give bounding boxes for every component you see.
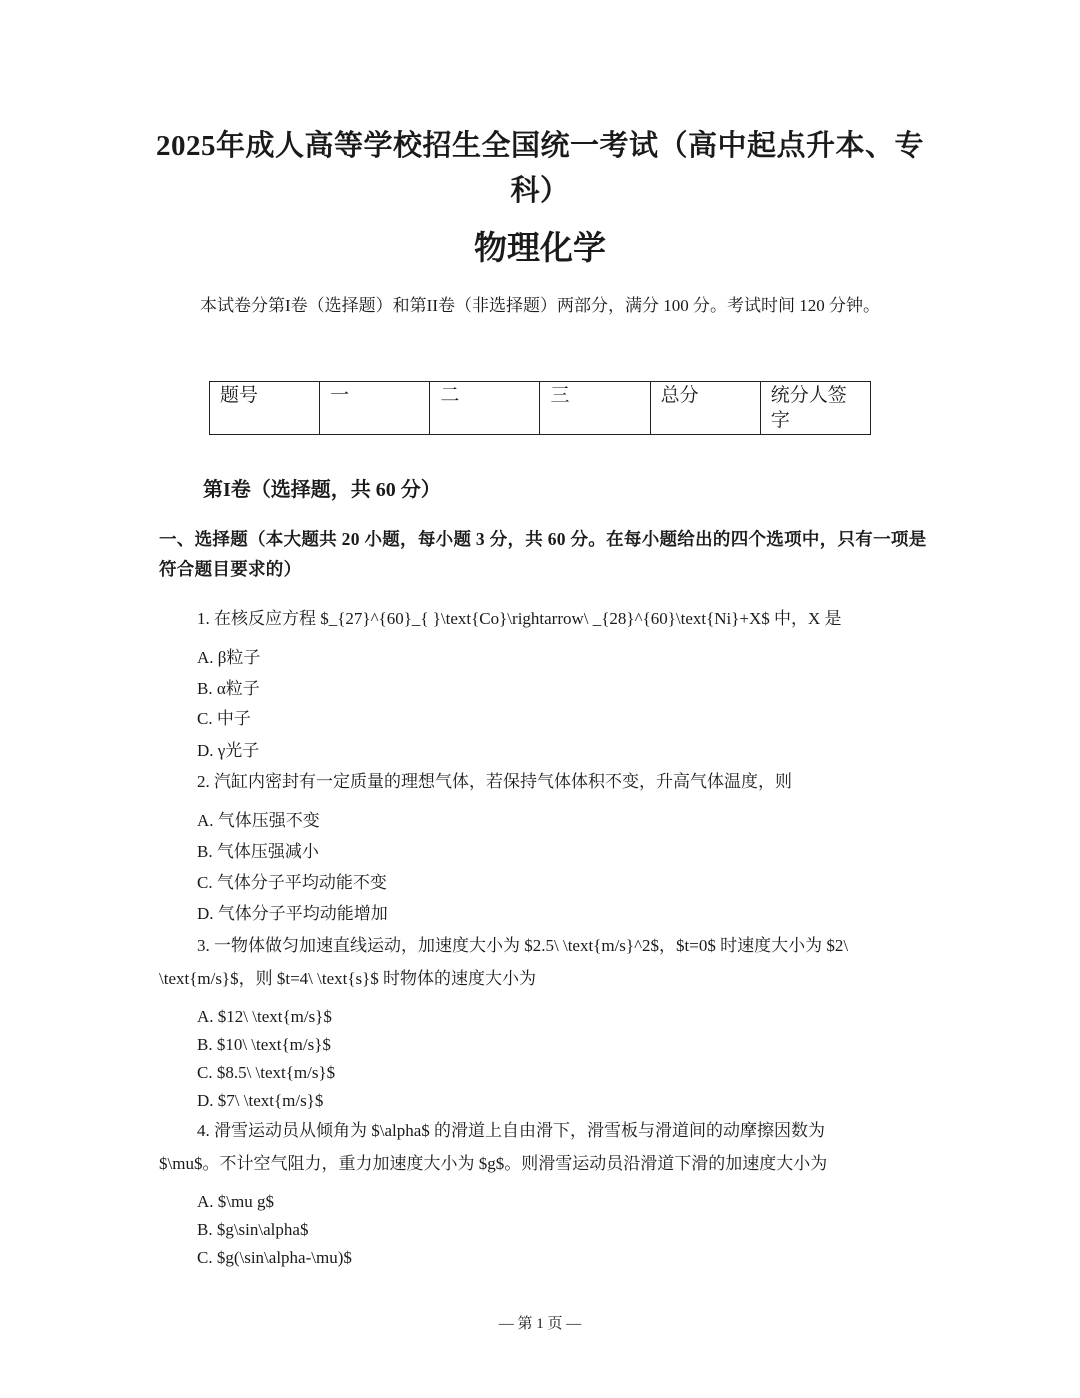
question-4-stem-cont: $\mu$。不计空气阻力，重力加速度大小为 $g$。则滑雪运动员沿滑道下滑的加速度大小为 — [159, 1154, 828, 1173]
score-cell-question-no: 题号 — [210, 382, 320, 435]
score-cell-part-3: 三 — [540, 382, 650, 435]
score-cell-part-2: 二 — [430, 382, 540, 435]
score-cell-signature: 统分人签字 — [760, 382, 870, 435]
score-cell-part-1: 一 — [320, 382, 430, 435]
question-2-option-a: A. 气体压强不变 — [197, 811, 320, 830]
question-4-option-a: A. $\mu g$ — [197, 1192, 274, 1211]
page-number: — 第 1 页 — — [498, 1316, 582, 1332]
question-3-option-d: D. $7\ \text{m/s}$ — [197, 1091, 324, 1110]
question-3-option-c: C. $8.5\ \text{m/s}$ — [197, 1063, 336, 1082]
question-1-stem: 1. 在核反应方程 $_{27}^{60}_{ }\text{Co}\rightarrow\ _{28}^{60}\text{Ni}+X$ 中，X 是 — [197, 609, 842, 628]
question-4-option-c: C. $g(\sin\alpha-\mu)$ — [197, 1248, 352, 1267]
question-3-stem: 3. 一物体做匀加速直线运动，加速度大小为 $2.5\ \text{m/s}^2$，$t=0$ 时速度大小为 $2\ — [197, 936, 849, 955]
question-2-option-b: B. 气体压强减小 — [197, 842, 319, 861]
question-2-option-d: D. 气体分子平均动能增加 — [197, 904, 388, 923]
question-4-option-b: B. $g\sin\alpha$ — [197, 1220, 309, 1239]
question-3-option-b: B. $10\ \text{m/s}$ — [197, 1035, 331, 1054]
score-table-row — [210, 382, 871, 435]
subject-title: 物理化学 — [474, 231, 606, 267]
section-instruction: 一、选择题（本大题共 20 小题，每小题 3 分，共 60 分。在每小题给出的四个选项中，只有一项是符合题目要求的） — [159, 529, 927, 579]
question-3-option-a: A. $12\ \text{m/s}$ — [197, 1007, 332, 1026]
score-cell-total: 总分 — [650, 382, 760, 435]
title-line-1: 2025年成人高等学校招生全国统一考试（高中起点升本、专 — [155, 130, 924, 162]
question-3-stem-cont: \text{m/s}$，则 $t=4\ \text{s}$ 时物体的速度大小为 — [159, 969, 537, 988]
question-1-option-c: C. 中子 — [197, 709, 251, 728]
question-1-option-a: A. β粒子 — [197, 648, 261, 667]
question-2-option-c: C. 气体分子平均动能不变 — [197, 873, 387, 892]
question-4-stem: 4. 滑雪运动员从倾角为 $\alpha$ 的滑道上自由滑下，滑雪板与滑道间的动摩擦因数为 — [197, 1121, 826, 1140]
section-title: 第I卷（选择题，共 60 分） — [203, 479, 441, 501]
score-table — [209, 381, 871, 435]
question-2-stem: 2. 汽缸内密封有一定质量的理想气体，若保持气体体积不变，升高气体温度，则 — [197, 772, 792, 791]
question-1-option-b: B. α粒子 — [197, 679, 260, 698]
exam-intro: 本试卷分第I卷（选择题）和第II卷（非选择题）两部分，满分 100 分。考试时间 120 分钟。 — [200, 296, 880, 315]
title-line-2: 科） — [510, 175, 570, 207]
question-1-option-d: D. γ光子 — [197, 741, 260, 760]
exam-title — [150, 124, 930, 214]
